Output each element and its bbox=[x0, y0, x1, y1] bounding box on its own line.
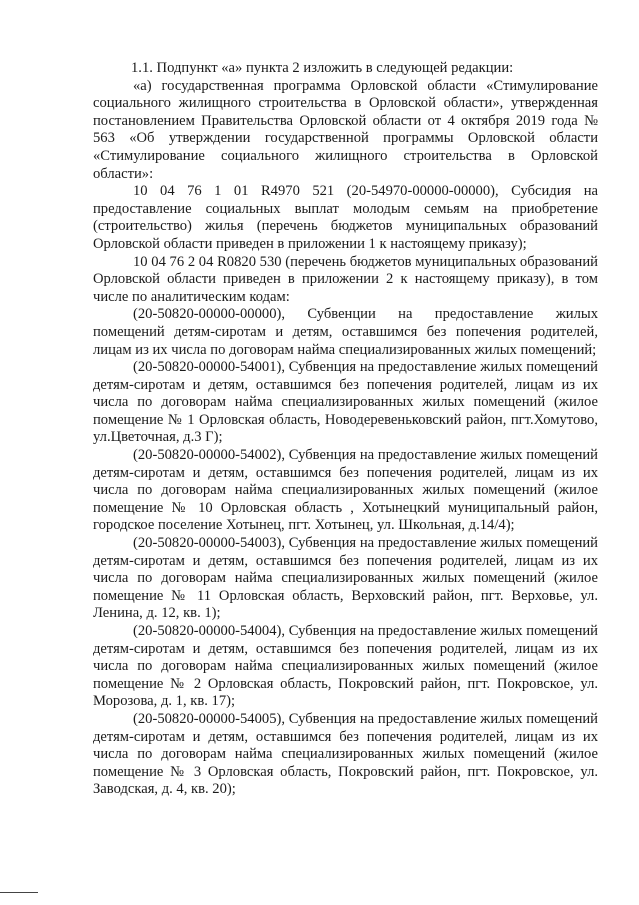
paragraph-analytic-code-54002: (20-50820-00000-54002), Субвенция на предоставление жилых помещений детям-сиротам и детям, оставшимся без попечения родителей, лицам из их числа по договорам найма специализированных жилых помещений (жилое помещение № 10 Орловская область , Хотынецкий муниципальный район, городское поселение Хотынец, пгт. Хотынец, ул. Школьная, д.14/4); bbox=[93, 447, 598, 534]
document-page bbox=[93, 60, 598, 799]
paragraph-analytic-code-54001: (20-50820-00000-54001), Субвенция на предоставление жилых помещений детям-сиротам и детям, оставшимся без попечения родителей, лицам из их числа по договорам найма специализированных жилых помещений (жилое помещение № 1 Орловская область, Новодеревеньковский район, пгт.Хомутово, ул.Цветочная, д.3 Г); bbox=[93, 359, 598, 446]
paragraph-subclause-heading: 1.1. Подпункт «а» пункта 2 изложить в следующей редакции: bbox=[131, 60, 514, 76]
paragraph-program-title: «а) государственная программа Орловской области «Стимулирование социального жилищного строительства в Орловской области», утвержденная постановлением Правительства Орловской области от 4 октября 2019 года № 563 «Об утверждении государственной программы Орловской области «Стимулирование социального жилищного строительства в Орловской области»: bbox=[93, 77, 598, 182]
paragraph-analytic-code-54003: (20-50820-00000-54003), Субвенция на предоставление жилых помещений детям-сиротам и детям, оставшимся без попечения родителей, лицам из их числа по договорам найма специализированных жилых помещений (жилое помещение № 11 Орловская область, Верховский район, пгт. Верховье, ул. Ленина, д. 12, кв. 1); bbox=[93, 535, 598, 622]
paragraph-code-r4970: 10 04 76 1 01 R4970 521 (20-54970-00000-00000), Субсидия на предоставление социальных выплат молодым семьям на приобретение (строительство) жилья (перечень бюджетов муниципальных образований Орловской области приведен в приложении 1 к настоящему приказу); bbox=[93, 183, 598, 252]
paragraph-analytic-code-00000: (20-50820-00000-00000), Субвенции на предоставление жилых помещений детям-сиротам и детям, оставшимся без попечения родителей, лицам из их числа по договорам найма специализированных жилых помещений; bbox=[93, 306, 598, 358]
paragraph-analytic-code-54005: (20-50820-00000-54005), Субвенция на предоставление жилых помещений детям-сиротам и детям, оставшимся без попечения родителей, лицам из их числа по договорам найма специализированных жилых помещений (жилое помещение № 3 Орловская область, Покровский район, пгт. Покровское, ул. Заводская, д. 4, кв. 20); bbox=[93, 710, 598, 798]
page-edge-mark bbox=[0, 892, 38, 893]
paragraph-analytic-code-54004: (20-50820-00000-54004), Субвенция на предоставление жилых помещений детям-сиротам и детям, оставшимся без попечения родителей, лицам из их числа по договорам найма специализированных жилых помещений (жилое помещение № 2 Орловская область, Покровский район, пгт. Покровское, ул. Морозова, д. 1, кв. 17); bbox=[93, 623, 598, 710]
paragraph-code-r0820: 10 04 76 2 04 R0820 530 (перечень бюджетов муниципальных образований Орловской области приведен в приложении 2 к настоящему приказу), в том числе по аналитическим кодам: bbox=[93, 253, 598, 305]
